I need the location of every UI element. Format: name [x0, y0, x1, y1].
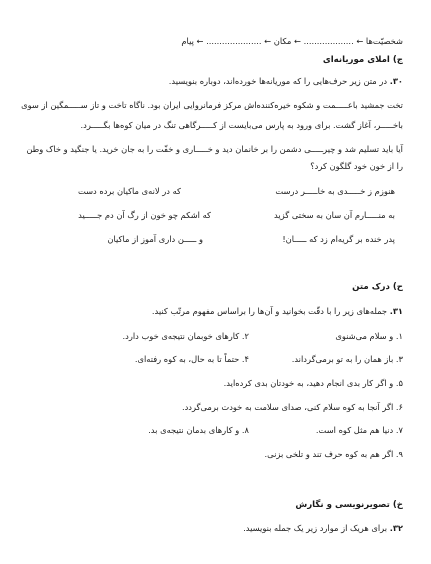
item-5: ۵. و اگر کار بدی انجام دهید، به خودتان بدی کرده‌اید.	[223, 378, 403, 388]
header-fill-line: شخصیّت‌ها ← ................... ← مکان ← ..................... ← پیام	[181, 36, 403, 46]
poem-line-3-right: پدر خنده بر گریه‌ام زد که ـــــان!	[282, 234, 395, 244]
item-1: ۱. و سلام می‌شنوی	[335, 331, 403, 341]
question-prompt: برای هریک از موارد زیر یک جمله بنویسید.	[243, 523, 388, 533]
section-title-spelling: ج) املای موریانه‌ای	[322, 55, 403, 65]
paragraph-2-line-1: آیا باید تسلیم شد و چیرـــــی دشمن را بر خانمان دید و خـــــاری و خفّت را به جان خرید. یا جنگید و خاک وطن	[26, 144, 403, 154]
paragraph-1-line-2: باخـــــر، آغاز گشت. برای ورود به پارس می‌بایست از کـــــرگاهی تنگ در میان کوه‌ها بگـــــرد.	[80, 120, 403, 130]
question-31	[152, 306, 403, 317]
section-title-comprehension: ح) درک متن	[352, 282, 403, 292]
paragraph-2-line-2: را از خون خود گلگون کرد؟	[310, 161, 403, 171]
question-number: ۳۰.	[389, 76, 403, 86]
poem-line-2-right: به منـــــارم آن سان به سختی گزید	[273, 210, 395, 220]
poem-line-3-left: و ـــــن داری آموز از ماکیان	[107, 234, 203, 244]
question-number: ۳۱.	[389, 306, 403, 316]
paragraph-1-line-1: تخت جمشید باعـــــمت و شکوه خیره‌کننده‌اش مرکز فرمانروایی ایران بود. ناگاه تاخت و تاز ســـــمگین از سوی	[21, 100, 403, 110]
poem-line-1-right: هنوزم ز خـــــدی به خاـــــر درست	[275, 186, 395, 196]
item-6: ۶. اگر آنجا به کوه سلام کنی، صدای سلامت به خودت برمی‌گردد.	[181, 402, 403, 412]
question-prompt: در متن زیر حرف‌هایی را که موریانه‌ها خورده‌اند، دوباره بنویسید.	[168, 76, 388, 86]
item-3: ۳. باز همان را به تو برمی‌گرداند.	[291, 354, 403, 364]
question-prompt: جمله‌های زیر را با دقّت بخوانید و آن‌ها را براساس مفهوم مرتّب کنید.	[151, 306, 388, 316]
question-30	[169, 76, 403, 87]
section-title-writing: خ) تصویرنویسی و نگارش	[295, 500, 403, 510]
item-2: ۲. کارهای خوبمان نتیجه‌ی خوب دارد.	[122, 331, 249, 341]
item-4: ۴. حتماً تا به حال، به کوه رفته‌ای.	[134, 354, 249, 364]
poem-line-1-left: که در لانه‌ی ماکیان برده دست	[77, 186, 181, 196]
item-7: ۷. دنیا هم مثل کوه است.	[315, 425, 403, 435]
item-9: ۹. اگر هم به کوه حرف تند و تلخی بزنی.	[264, 449, 403, 459]
question-number: ۳۲.	[389, 523, 403, 533]
item-8: ۸. و کارهای بدمان نتیجه‌ی بد.	[148, 425, 249, 435]
question-32	[243, 523, 403, 534]
poem-line-2-left: که اشکم چو خون از رگ آن دم جـــــید	[78, 210, 211, 220]
